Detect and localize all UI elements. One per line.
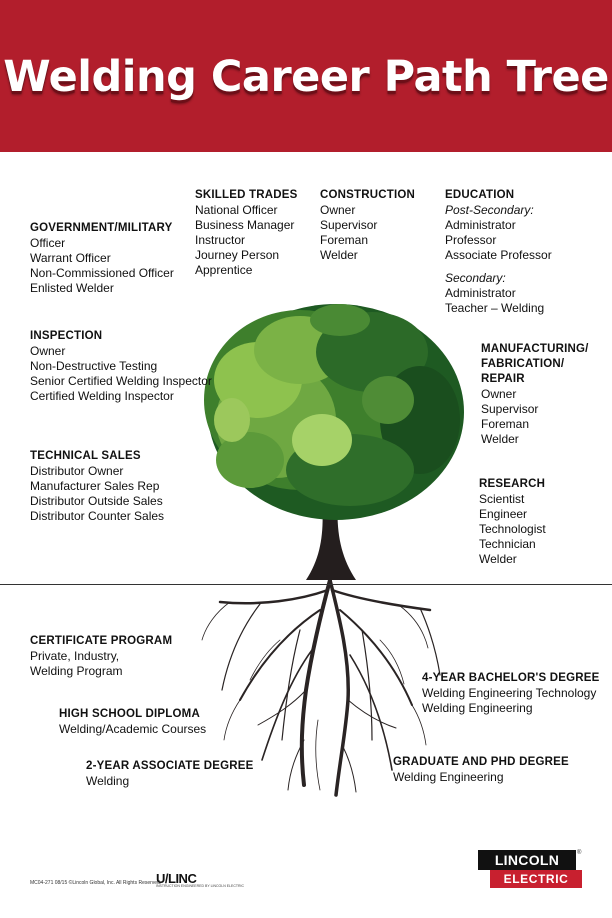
- list-item: Instructor: [195, 233, 246, 247]
- list-item: Technologist: [479, 522, 546, 536]
- list-item: Administrator: [445, 218, 516, 232]
- section-heading: REPAIR: [481, 373, 525, 385]
- tree-canopy: [204, 304, 464, 520]
- education-high-school: [59, 707, 206, 737]
- section-heading: GOVERNMENT/MILITARY: [30, 222, 173, 234]
- ulinc-logo: U/LINC: [156, 871, 197, 886]
- section-heading: HIGH SCHOOL DIPLOMA: [59, 708, 200, 720]
- page-title: Welding Career Path Tree: [3, 52, 609, 102]
- section-heading: 2-YEAR ASSOCIATE DEGREE: [86, 760, 254, 772]
- list-item: Welder: [481, 432, 519, 446]
- list-item: Welding Engineering: [393, 770, 504, 784]
- list-item: Welding Engineering: [422, 701, 533, 715]
- section-heading: TECHNICAL SALES: [30, 450, 141, 462]
- career-technical-sales: [30, 449, 164, 524]
- list-item: Foreman: [320, 233, 369, 247]
- list-item: Business Manager: [195, 218, 295, 232]
- list-item: Certified Welding Inspector: [30, 389, 174, 403]
- section-heading: CONSTRUCTION: [320, 189, 416, 201]
- career-manufacturing: [481, 342, 589, 447]
- list-item: Welding: [86, 774, 130, 788]
- career-government-military: [30, 221, 174, 296]
- ulinc-tagline: INSTRUCTION ENGINEERED BY LINCOLN ELECTRIC: [156, 884, 245, 888]
- list-item: Supervisor: [481, 402, 539, 416]
- list-item: Welder: [479, 552, 517, 566]
- section-heading: SKILLED TRADES: [195, 189, 298, 201]
- list-item: Professor: [445, 233, 497, 247]
- list-item: Technician: [479, 537, 536, 551]
- list-item: Owner: [481, 387, 517, 401]
- career-research: [479, 477, 546, 567]
- list-item: Foreman: [481, 417, 530, 431]
- section-heading: RESEARCH: [479, 478, 546, 490]
- list-item: Non-Commissioned Officer: [30, 266, 174, 280]
- section-heading: 4-YEAR BACHELOR'S DEGREE: [422, 672, 600, 684]
- list-item: Welding Engineering Technology: [422, 686, 597, 700]
- list-item: Distributor Counter Sales: [30, 509, 165, 523]
- list-item: Senior Certified Welding Inspector: [30, 374, 212, 388]
- lincoln-electric-logo: [478, 850, 582, 888]
- list-item: Supervisor: [320, 218, 378, 232]
- ground-line: [0, 584, 612, 585]
- list-item: Engineer: [479, 507, 528, 521]
- education-associate-degree: [86, 759, 254, 789]
- list-item: Administrator: [445, 286, 516, 300]
- section-heading: GRADUATE AND PHD DEGREE: [393, 756, 569, 768]
- career-education: [445, 188, 552, 316]
- education-graduate-degree: [393, 755, 569, 785]
- list-item: Journey Person: [195, 248, 280, 262]
- education-bachelor-degree: [422, 671, 600, 716]
- list-item: Associate Professor: [445, 248, 552, 262]
- list-item: Distributor Outside Sales: [30, 494, 163, 508]
- subheading-post-secondary: Post-Secondary:: [445, 203, 534, 217]
- logo-top-text: LINCOLN: [478, 850, 576, 870]
- registered-mark: ®: [577, 850, 582, 856]
- list-item: Manufacturer Sales Rep: [30, 479, 160, 493]
- section-heading: EDUCATION: [445, 189, 515, 201]
- list-item: Welder: [320, 248, 358, 262]
- logo-bottom-text: ELECTRIC: [490, 870, 582, 888]
- subheading-secondary: Secondary:: [445, 271, 506, 285]
- list-item: Officer: [30, 236, 66, 250]
- list-item: Owner: [320, 203, 356, 217]
- career-construction: [320, 188, 415, 263]
- list-item: Scientist: [479, 492, 525, 506]
- career-skilled-trades: [195, 188, 297, 278]
- section-heading: CERTIFICATE PROGRAM: [30, 635, 173, 647]
- list-item: Distributor Owner: [30, 464, 124, 478]
- list-item: Owner: [30, 344, 66, 358]
- section-heading: FABRICATION/: [481, 358, 565, 370]
- section-heading: INSPECTION: [30, 330, 103, 342]
- section-heading: MANUFACTURING/: [481, 343, 589, 355]
- footer-code: MC04-271 08/15 ©Lincoln Global, Inc. All Rights Reserved.: [30, 880, 162, 886]
- list-item: Apprentice: [195, 263, 253, 277]
- list-item: Private, Industry,: [30, 649, 120, 663]
- list-item: Warrant Officer: [30, 251, 111, 265]
- list-item: Welding/Academic Courses: [59, 722, 207, 736]
- education-certificate-program: [30, 634, 172, 679]
- list-item: National Officer: [195, 203, 278, 217]
- list-item: Enlisted Welder: [30, 281, 114, 295]
- list-item: Non-Destructive Testing: [30, 359, 158, 373]
- career-inspection: [30, 329, 212, 404]
- list-item: Welding Program: [30, 664, 123, 678]
- list-item: Teacher – Welding: [445, 301, 545, 315]
